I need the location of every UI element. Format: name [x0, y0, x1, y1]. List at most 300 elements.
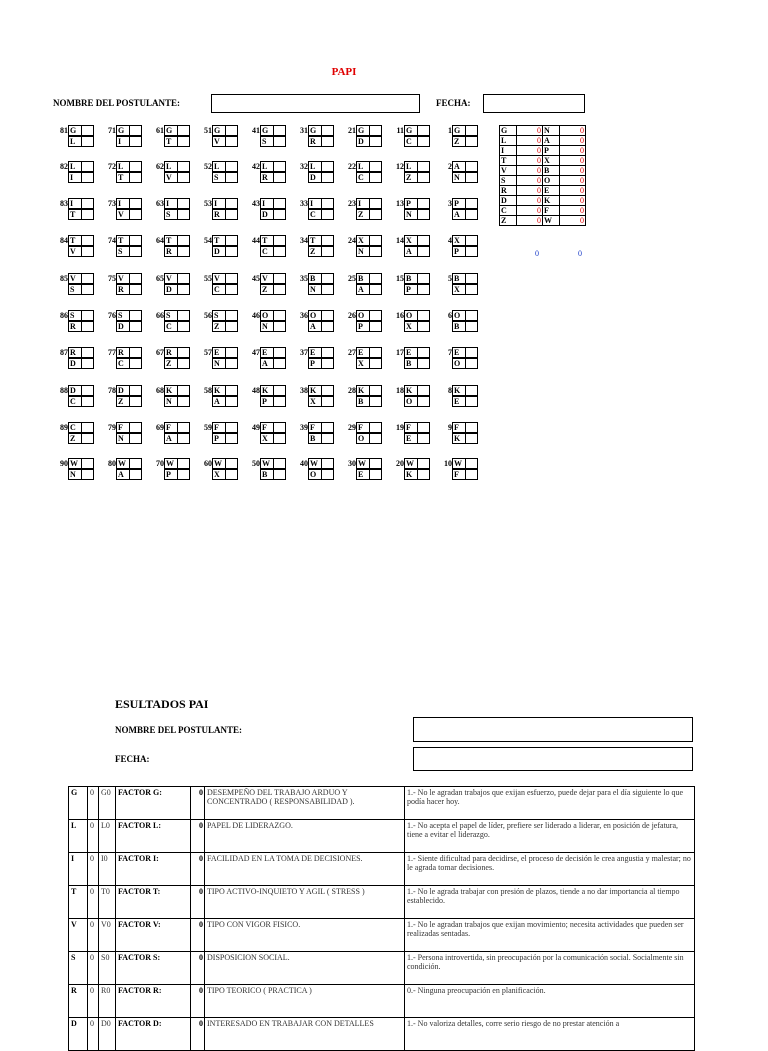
option-a-answer-box[interactable] — [273, 458, 286, 469]
option-a-answer-box[interactable] — [225, 198, 238, 209]
option-a-answer-box[interactable] — [177, 235, 190, 246]
option-a-answer-box[interactable] — [129, 125, 142, 136]
question-item — [393, 385, 438, 408]
option-b-answer-box[interactable] — [417, 321, 430, 332]
option-b-answer-box[interactable] — [273, 396, 286, 407]
question-item — [57, 273, 102, 296]
option-a-answer-box[interactable] — [465, 422, 478, 433]
option-b-answer-box[interactable] — [129, 246, 142, 257]
option-a-answer-box[interactable] — [81, 235, 94, 246]
option-b-answer-box[interactable] — [177, 358, 190, 369]
option-b-answer-box[interactable] — [81, 358, 94, 369]
option-b-answer-box[interactable] — [465, 284, 478, 295]
results-date-field[interactable] — [413, 747, 693, 771]
option-a-answer-box[interactable] — [177, 161, 190, 172]
option-b-answer-box[interactable] — [177, 321, 190, 332]
option-b-answer-box[interactable] — [417, 396, 430, 407]
option-b-answer-box[interactable] — [369, 209, 382, 220]
option-b-answer-box[interactable] — [177, 136, 190, 147]
option-a-answer-box[interactable] — [81, 310, 94, 321]
option-a-answer-box[interactable] — [417, 347, 430, 358]
option-a-answer-box[interactable] — [465, 385, 478, 396]
question-number: 25 — [348, 274, 356, 283]
option-a-answer-box[interactable] — [81, 347, 94, 358]
option-a-answer-box[interactable] — [321, 235, 334, 246]
option-b-answer-box[interactable] — [81, 246, 94, 257]
option-b-answer-box[interactable] — [417, 136, 430, 147]
option-b-answer-box[interactable] — [81, 469, 94, 480]
option-a-answer-box[interactable] — [417, 161, 430, 172]
question-item — [153, 235, 198, 258]
option-b-answer-box[interactable] — [273, 433, 286, 444]
option-a-answer-box[interactable] — [321, 458, 334, 469]
option-b-answer-box[interactable] — [321, 469, 334, 480]
option-a-answer-box[interactable] — [369, 235, 382, 246]
option-b-letter: V — [164, 172, 178, 183]
option-a-answer-box[interactable] — [81, 125, 94, 136]
option-a-letter: R — [116, 347, 130, 358]
option-b-answer-box[interactable] — [225, 172, 238, 183]
question-number: 43 — [252, 199, 260, 208]
question-number: 20 — [396, 459, 404, 468]
option-b-answer-box[interactable] — [369, 136, 382, 147]
score-row — [500, 166, 586, 176]
option-b-answer-box[interactable] — [225, 433, 238, 444]
option-a-answer-box[interactable] — [81, 198, 94, 209]
factor-letter: X — [542, 156, 559, 166]
factor-score: 0 — [517, 136, 543, 146]
option-a-answer-box[interactable] — [225, 161, 238, 172]
option-a-letter: X — [356, 235, 370, 246]
score-total-left: 0 — [535, 249, 539, 258]
option-b-answer-box[interactable] — [273, 172, 286, 183]
question-item — [345, 125, 390, 148]
factor-count: 0 — [88, 853, 99, 886]
question-number: 79 — [108, 423, 116, 432]
option-a-answer-box[interactable] — [273, 235, 286, 246]
question-item — [249, 273, 294, 296]
option-b-answer-box[interactable] — [225, 321, 238, 332]
question-item — [393, 310, 438, 333]
option-a-answer-box[interactable] — [129, 273, 142, 284]
option-b-letter: Z — [452, 136, 466, 147]
option-b-answer-box[interactable] — [321, 321, 334, 332]
option-b-answer-box[interactable] — [273, 358, 286, 369]
option-b-answer-box[interactable] — [129, 321, 142, 332]
question-item — [297, 422, 342, 445]
option-a-answer-box[interactable] — [177, 422, 190, 433]
option-b-answer-box[interactable] — [321, 396, 334, 407]
option-b-answer-box[interactable] — [465, 433, 478, 444]
option-a-answer-box[interactable] — [417, 273, 430, 284]
option-a-answer-box[interactable] — [321, 422, 334, 433]
factor-score: 0 — [560, 166, 586, 176]
question-number: 69 — [156, 423, 164, 432]
option-a-answer-box[interactable] — [81, 161, 94, 172]
option-a-answer-box[interactable] — [417, 235, 430, 246]
option-a-answer-box[interactable] — [369, 310, 382, 321]
question-item — [297, 458, 342, 481]
option-b-answer-box[interactable] — [369, 172, 382, 183]
option-a-answer-box[interactable] — [225, 235, 238, 246]
factor-letter: R — [500, 186, 517, 196]
question-number: 48 — [252, 386, 260, 395]
option-a-answer-box[interactable] — [273, 161, 286, 172]
question-item — [201, 161, 246, 184]
option-a-letter: F — [164, 422, 178, 433]
option-b-answer-box[interactable] — [465, 321, 478, 332]
option-a-answer-box[interactable] — [465, 125, 478, 136]
option-b-answer-box[interactable] — [81, 284, 94, 295]
option-b-answer-box[interactable] — [81, 209, 94, 220]
option-b-answer-box[interactable] — [465, 469, 478, 480]
option-b-answer-box[interactable] — [465, 209, 478, 220]
option-a-answer-box[interactable] — [177, 273, 190, 284]
option-a-answer-box[interactable] — [225, 458, 238, 469]
option-b-answer-box[interactable] — [129, 172, 142, 183]
option-a-answer-box[interactable] — [81, 422, 94, 433]
results-name-field[interactable] — [413, 717, 693, 742]
option-b-answer-box[interactable] — [417, 284, 430, 295]
option-a-answer-box[interactable] — [177, 310, 190, 321]
factor-letter: W — [542, 216, 559, 226]
option-a-letter: K — [452, 385, 466, 396]
question-number: 65 — [156, 274, 164, 283]
option-b-answer-box[interactable] — [177, 284, 190, 295]
option-b-answer-box[interactable] — [81, 321, 94, 332]
option-b-letter: S — [212, 172, 226, 183]
question-number: 5 — [448, 274, 452, 283]
option-b-answer-box[interactable] — [369, 396, 382, 407]
option-a-answer-box[interactable] — [417, 422, 430, 433]
option-b-answer-box[interactable] — [417, 358, 430, 369]
factor-count: 0 — [88, 787, 99, 820]
option-b-answer-box[interactable] — [81, 172, 94, 183]
option-a-answer-box[interactable] — [465, 273, 478, 284]
option-a-answer-box[interactable] — [81, 385, 94, 396]
question-item — [441, 385, 486, 408]
question-number: 19 — [396, 423, 404, 432]
option-a-answer-box[interactable] — [321, 161, 334, 172]
option-b-answer-box[interactable] — [465, 246, 478, 257]
option-b-answer-box[interactable] — [225, 246, 238, 257]
option-a-answer-box[interactable] — [177, 385, 190, 396]
question-number: 24 — [348, 236, 356, 245]
question-item — [249, 235, 294, 258]
option-b-letter: A — [212, 396, 226, 407]
option-a-answer-box[interactable] — [225, 347, 238, 358]
option-a-answer-box[interactable] — [81, 458, 94, 469]
option-b-letter: T — [116, 172, 130, 183]
question-item — [249, 125, 294, 148]
option-a-answer-box[interactable] — [417, 458, 430, 469]
option-a-letter: G — [68, 125, 82, 136]
option-a-answer-box[interactable] — [225, 125, 238, 136]
question-item — [57, 310, 102, 333]
option-a-answer-box[interactable] — [417, 385, 430, 396]
option-b-letter: Z — [212, 321, 226, 332]
option-b-letter: P — [452, 246, 466, 257]
option-b-answer-box[interactable] — [273, 209, 286, 220]
factor-letter: A — [542, 136, 559, 146]
option-b-answer-box[interactable] — [417, 246, 430, 257]
option-b-answer-box[interactable] — [129, 469, 142, 480]
option-a-answer-box[interactable] — [465, 161, 478, 172]
option-a-letter: O — [452, 310, 466, 321]
option-b-letter: B — [308, 433, 322, 444]
question-number: 12 — [396, 162, 404, 171]
option-b-answer-box[interactable] — [465, 136, 478, 147]
option-a-answer-box[interactable] — [129, 310, 142, 321]
option-b-answer-box[interactable] — [81, 136, 94, 147]
option-a-answer-box[interactable] — [273, 347, 286, 358]
factor-interpretation: 1.- No le agrada trabajar con presión de plazos, tiende a no dar importancia al tiempo establecido. — [405, 886, 695, 919]
option-b-answer-box[interactable] — [465, 396, 478, 407]
option-b-answer-box[interactable] — [273, 246, 286, 257]
option-b-answer-box[interactable] — [321, 136, 334, 147]
option-b-answer-box[interactable] — [273, 136, 286, 147]
factor-name: FACTOR L: — [116, 820, 191, 853]
option-a-answer-box[interactable] — [225, 273, 238, 284]
option-a-answer-box[interactable] — [225, 310, 238, 321]
option-a-answer-box[interactable] — [177, 198, 190, 209]
option-a-answer-box[interactable] — [369, 458, 382, 469]
question-number: 44 — [252, 236, 260, 245]
option-a-letter: W — [68, 458, 82, 469]
option-b-answer-box[interactable] — [81, 396, 94, 407]
option-b-letter: V — [212, 136, 226, 147]
option-a-letter: V — [116, 273, 130, 284]
option-b-answer-box[interactable] — [177, 469, 190, 480]
score-row — [500, 176, 586, 186]
option-a-answer-box[interactable] — [321, 385, 334, 396]
option-a-letter: P — [404, 198, 418, 209]
question-item — [105, 458, 150, 481]
option-a-answer-box[interactable] — [225, 422, 238, 433]
option-a-answer-box[interactable] — [417, 125, 430, 136]
option-a-answer-box[interactable] — [369, 273, 382, 284]
option-a-answer-box[interactable] — [129, 422, 142, 433]
option-b-letter: Z — [404, 172, 418, 183]
results-row — [69, 1018, 695, 1051]
option-a-answer-box[interactable] — [321, 273, 334, 284]
results-row — [69, 952, 695, 985]
option-a-letter: S — [116, 310, 130, 321]
option-b-letter: F — [452, 469, 466, 480]
option-b-answer-box[interactable] — [177, 172, 190, 183]
date-field[interactable] — [483, 94, 585, 113]
question-item — [57, 198, 102, 221]
option-b-answer-box[interactable] — [273, 469, 286, 480]
option-a-answer-box[interactable] — [369, 422, 382, 433]
option-a-letter: S — [68, 310, 82, 321]
name-field[interactable] — [211, 94, 420, 113]
question-number: 46 — [252, 311, 260, 320]
option-a-answer-box[interactable] — [369, 347, 382, 358]
option-a-answer-box[interactable] — [465, 235, 478, 246]
factor-value: 0 — [191, 919, 205, 952]
option-a-answer-box[interactable] — [273, 422, 286, 433]
option-a-letter: A — [452, 161, 466, 172]
option-a-letter: B — [404, 273, 418, 284]
option-b-answer-box[interactable] — [465, 172, 478, 183]
option-a-letter: O — [356, 310, 370, 321]
option-b-letter: S — [68, 284, 82, 295]
option-a-letter: F — [404, 422, 418, 433]
option-b-answer-box[interactable] — [321, 172, 334, 183]
factor-code: L0 — [99, 820, 116, 853]
option-b-answer-box[interactable] — [129, 209, 142, 220]
option-a-letter: R — [164, 347, 178, 358]
option-b-letter: B — [356, 396, 370, 407]
option-a-answer-box[interactable] — [177, 458, 190, 469]
option-a-answer-box[interactable] — [129, 458, 142, 469]
question-number: 36 — [300, 311, 308, 320]
option-b-letter: C — [356, 172, 370, 183]
question-number: 52 — [204, 162, 212, 171]
factor-letter: S — [500, 176, 517, 186]
option-b-answer-box[interactable] — [129, 358, 142, 369]
option-a-answer-box[interactable] — [369, 385, 382, 396]
option-b-answer-box[interactable] — [177, 209, 190, 220]
option-b-answer-box[interactable] — [369, 321, 382, 332]
option-b-answer-box[interactable] — [225, 209, 238, 220]
option-b-letter: P — [404, 284, 418, 295]
factor-description: FACILIDAD EN LA TOMA DE DECISIONES. — [205, 853, 405, 886]
factor-score: 0 — [517, 126, 543, 136]
option-a-answer-box[interactable] — [465, 310, 478, 321]
option-b-answer-box[interactable] — [225, 284, 238, 295]
option-a-answer-box[interactable] — [417, 310, 430, 321]
option-a-letter: F — [212, 422, 226, 433]
question-item — [441, 273, 486, 296]
question-item — [441, 422, 486, 445]
option-b-answer-box[interactable] — [321, 284, 334, 295]
option-b-answer-box[interactable] — [81, 433, 94, 444]
factor-value: 0 — [191, 853, 205, 886]
option-a-answer-box[interactable] — [129, 198, 142, 209]
option-b-answer-box[interactable] — [321, 433, 334, 444]
option-a-answer-box[interactable] — [369, 198, 382, 209]
option-a-letter: E — [404, 347, 418, 358]
option-a-answer-box[interactable] — [369, 161, 382, 172]
option-b-answer-box[interactable] — [273, 284, 286, 295]
factor-score: 0 — [560, 186, 586, 196]
option-a-answer-box[interactable] — [177, 125, 190, 136]
option-b-letter: R — [212, 209, 226, 220]
option-b-letter: N — [452, 172, 466, 183]
option-a-letter: O — [260, 310, 274, 321]
option-b-answer-box[interactable] — [177, 396, 190, 407]
option-a-answer-box[interactable] — [321, 310, 334, 321]
option-b-answer-box[interactable] — [369, 469, 382, 480]
question-item — [297, 198, 342, 221]
option-b-answer-box[interactable] — [225, 136, 238, 147]
question-number: 6 — [448, 311, 452, 320]
option-a-answer-box[interactable] — [129, 161, 142, 172]
option-a-answer-box[interactable] — [465, 347, 478, 358]
option-a-answer-box[interactable] — [81, 273, 94, 284]
option-b-answer-box[interactable] — [177, 433, 190, 444]
option-a-answer-box[interactable] — [225, 385, 238, 396]
question-item — [201, 458, 246, 481]
option-b-letter: K — [452, 433, 466, 444]
option-b-answer-box[interactable] — [225, 396, 238, 407]
option-b-answer-box[interactable] — [369, 433, 382, 444]
option-b-answer-box[interactable] — [129, 136, 142, 147]
option-b-answer-box[interactable] — [225, 358, 238, 369]
option-b-answer-box[interactable] — [417, 433, 430, 444]
factor-value: 0 — [191, 820, 205, 853]
date-label: FECHA: — [436, 98, 471, 108]
option-b-answer-box[interactable] — [417, 209, 430, 220]
option-b-answer-box[interactable] — [321, 246, 334, 257]
option-a-answer-box[interactable] — [465, 198, 478, 209]
option-b-letter: S — [164, 209, 178, 220]
option-b-answer-box[interactable] — [417, 469, 430, 480]
option-b-answer-box[interactable] — [177, 246, 190, 257]
option-a-answer-box[interactable] — [273, 310, 286, 321]
question-item — [297, 235, 342, 258]
option-b-answer-box[interactable] — [417, 172, 430, 183]
question-number: 35 — [300, 274, 308, 283]
option-a-answer-box[interactable] — [273, 125, 286, 136]
question-number: 1 — [448, 126, 452, 135]
option-b-answer-box[interactable] — [129, 433, 142, 444]
option-a-answer-box[interactable] — [369, 125, 382, 136]
option-a-answer-box[interactable] — [129, 385, 142, 396]
option-b-answer-box[interactable] — [321, 358, 334, 369]
option-b-answer-box[interactable] — [273, 321, 286, 332]
option-b-letter: R — [68, 321, 82, 332]
question-number: 30 — [348, 459, 356, 468]
option-b-answer-box[interactable] — [225, 469, 238, 480]
option-b-answer-box[interactable] — [129, 396, 142, 407]
option-b-letter: I — [68, 172, 82, 183]
question-item — [345, 458, 390, 481]
factor-letter: T — [500, 156, 517, 166]
option-a-answer-box[interactable] — [273, 273, 286, 284]
option-b-answer-box[interactable] — [321, 209, 334, 220]
question-item — [105, 310, 150, 333]
question-number: 3 — [448, 199, 452, 208]
option-a-answer-box[interactable] — [273, 198, 286, 209]
option-b-answer-box[interactable] — [129, 284, 142, 295]
option-a-answer-box[interactable] — [129, 235, 142, 246]
option-a-answer-box[interactable] — [465, 458, 478, 469]
option-a-answer-box[interactable] — [129, 347, 142, 358]
option-a-answer-box[interactable] — [321, 198, 334, 209]
factor-name: FACTOR V: — [116, 919, 191, 952]
option-b-answer-box[interactable] — [369, 284, 382, 295]
option-b-letter: N — [260, 321, 274, 332]
option-b-answer-box[interactable] — [369, 246, 382, 257]
factor-description: TIPO CON VIGOR FISICO. — [205, 919, 405, 952]
option-b-answer-box[interactable] — [465, 358, 478, 369]
question-number: 22 — [348, 162, 356, 171]
option-a-letter: W — [260, 458, 274, 469]
option-b-answer-box[interactable] — [369, 358, 382, 369]
option-b-letter: D — [308, 172, 322, 183]
option-a-answer-box[interactable] — [177, 347, 190, 358]
option-a-answer-box[interactable] — [321, 125, 334, 136]
option-a-answer-box[interactable] — [273, 385, 286, 396]
option-b-letter: N — [68, 469, 82, 480]
option-a-answer-box[interactable] — [417, 198, 430, 209]
question-item — [345, 310, 390, 333]
option-a-answer-box[interactable] — [321, 347, 334, 358]
question-item — [297, 161, 342, 184]
